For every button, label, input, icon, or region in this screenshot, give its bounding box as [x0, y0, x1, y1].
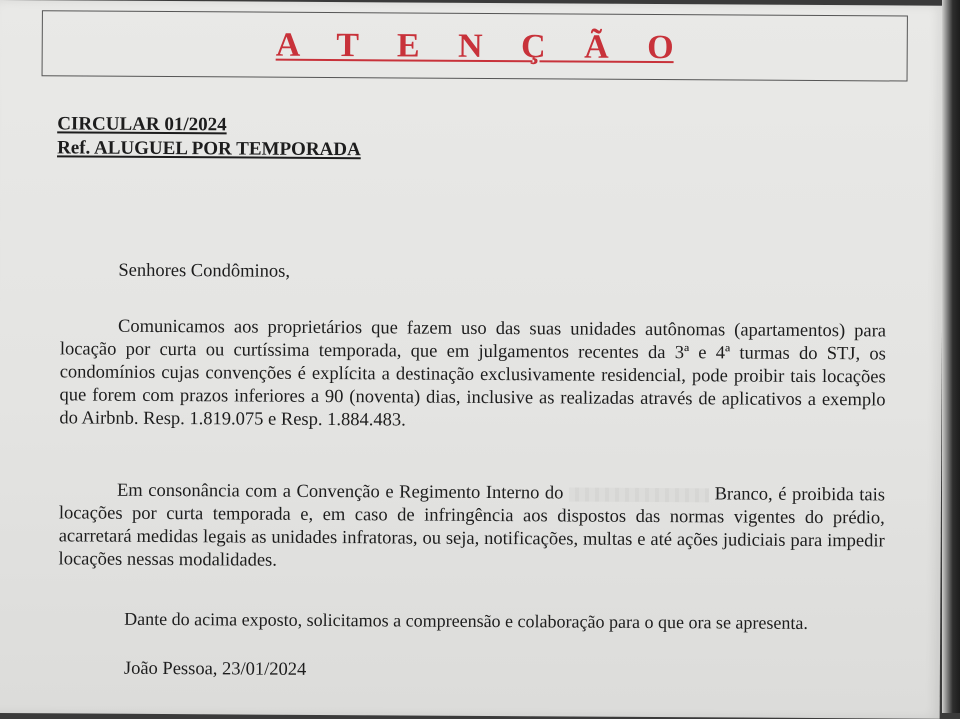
- paragraph-2-end: Branco, é proibida tais locações por curta temporada e, em caso de infringência aos dispostos das normas vigentes do prédio, acarretará medidas legais as unidades infratoras, ou seja, notificações, multas e até ações judiciais para impedir locações nessas modalidades.: [58, 484, 886, 571]
- title-text: A T E N Ç Ã O: [275, 26, 674, 67]
- closing-line: Dante do acima exposto, solicitamos a compreensão e colaboração para o que ora se apresenta.: [124, 608, 808, 633]
- page-title: [43, 25, 907, 68]
- title-box: [42, 10, 908, 81]
- paragraph-2-start: Em consonância com a Convenção e Regimento Interno do: [116, 480, 564, 504]
- place-date: João Pessoa, 23/01/2024: [123, 658, 307, 680]
- paragraph-2: [59, 479, 886, 576]
- redacted-name: [569, 487, 709, 502]
- subject-line: Ref. ALUGUEL POR TEMPORADA: [57, 137, 361, 161]
- circular-number: CIRCULAR 01/2024: [57, 113, 227, 136]
- reference-block: [57, 112, 361, 162]
- photo-edge-shadow: [942, 0, 960, 713]
- greeting: Senhores Condôminos,: [118, 260, 291, 282]
- paragraph-1: Comunicamos aos proprietários que fazem uso das suas unidades autônomas (apartamentos) para locação por curta ou curtíssima temporada, que em julgamentos recentes da 3ª e 4ª turmas do STJ, os condomínios cujas convenções é explícita a destinação exclusivamente residencial, pode proibir tais locações que forem com prazos inferiores a 90 (noventa) dias, inclusive as realizadas através de aplicativos a exemplo do Airbnb. Resp. 1.819.075 e Resp. 1.884.483.: [59, 316, 887, 431]
